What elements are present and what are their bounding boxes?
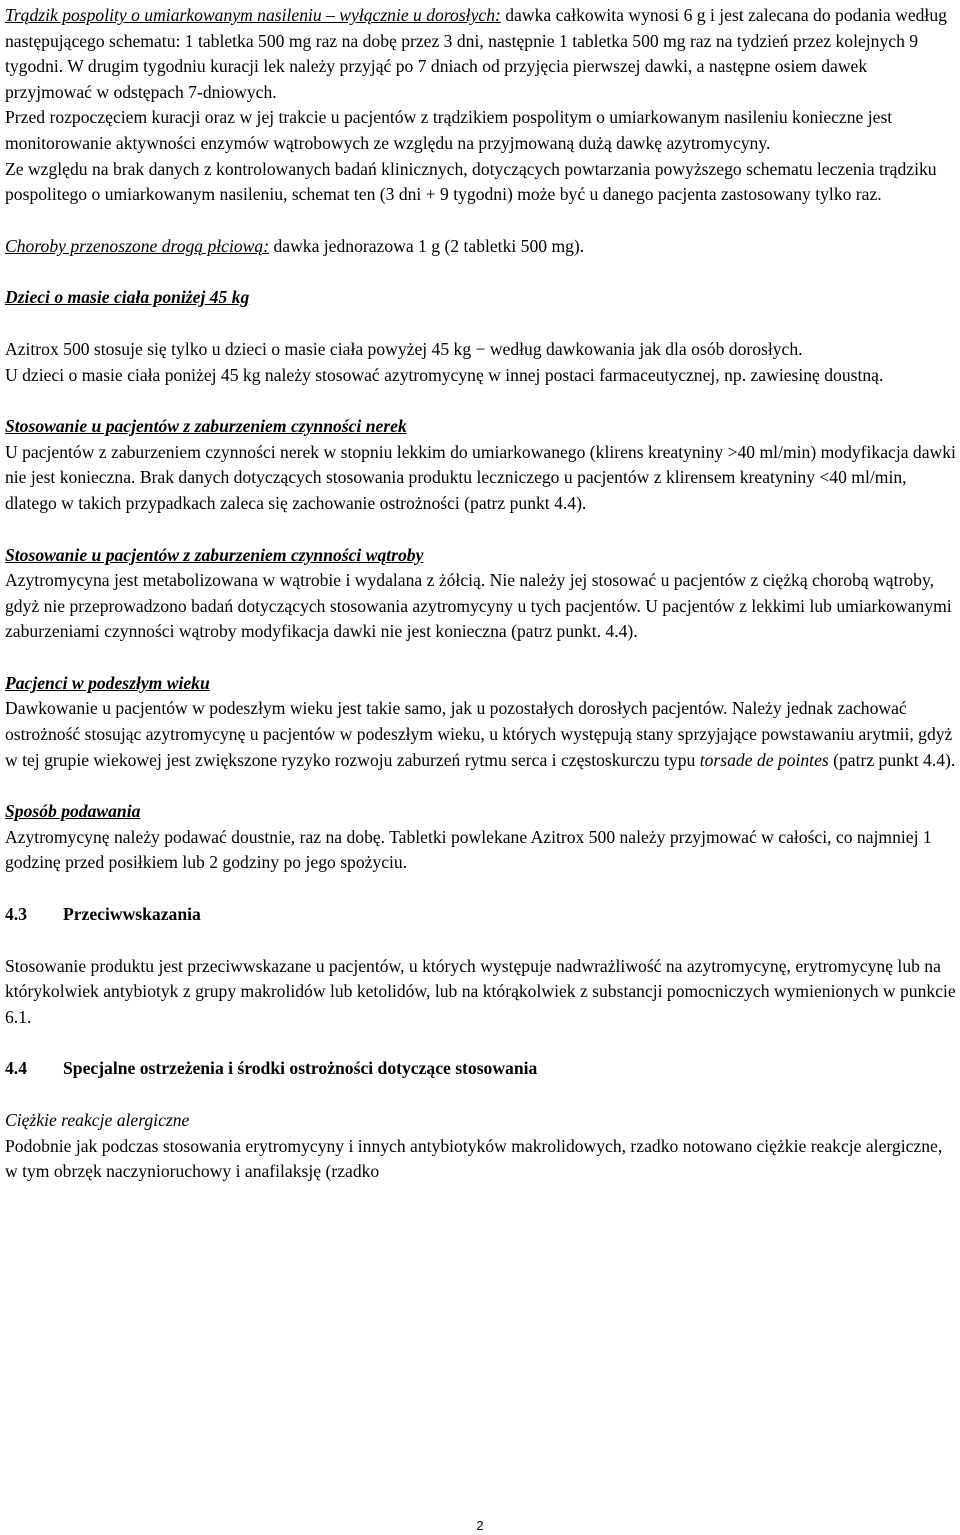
children-text-2: U dzieci o masie ciała poniżej 45 kg należy stosować azytromycynę w innej postaci farmaceutycznej, np. zawiesinę doustną. — [5, 364, 884, 385]
renal-heading: Stosowanie u pacjentów z zaburzeniem czynności nerek — [5, 416, 407, 437]
allergic-reactions-text: Podobnie jak podczas stosowania erytromycyny i innych antybiotyków makrolidowych, rzadko notowano ciężkie reakcje alergiczne, w tym obrzęk naczynioruchowy i anafilaksję (rzadko — [5, 1135, 943, 1182]
section-4-3-title: Przeciwwskazania — [63, 904, 201, 925]
elderly-text-a: Dawkowanie u pacjentów w podeszłym wieku jest takie samo, jak u pozostałych dorosłych pacjentów. Należy jednak zachować ostrożność stosując azytromycynę u pacjentów w podeszłym wieku, u których występują stany sprzyjające powstawaniu arytmii, gdyż w tej grupie wiekowej jest zwiększone ryzyko rozwoju zaburzeń rytmu serca i częstoskurczu typu — [5, 698, 953, 770]
elderly-text-b: (patrz punkt 4.4). — [828, 749, 956, 770]
acne-text-1: dawka całkowita wynosi 6 g i jest zalecana do podania według następującego schematu: 1 tabletka 500 mg raz na dobę przez 3 dni, następnie 1 tabletka 500 mg raz na tydzień przez kolejnych 9 tygodni. W drugim tygodniu kuracji lek należy przyjąć po 7 dniach od przyjęcia pierwszej dawki, a następne osiem dawek przyjmować w odstępach 7-dniowych. — [5, 5, 947, 102]
renal-text: U pacjentów z zaburzeniem czynności nerek w stopniu lekkim do umiarkowanego (klirens kreatyniny >40 ml/min) modyfikacja dawki nie jest konieczna. Brak danych dotyczących stosowania produktu leczniczego u pacjentów z klirensem kreatyniny <40 ml/min, dlatego w takich przypadkach zaleca się zachowanie ostrożności (patrz punkt 4.4). — [5, 441, 956, 513]
acne-repeat-paragraph: Ze względu na brak danych z kontrolowanych badań klinicznych, dotyczących powtarzania powyższego schematu leczenia trądziku pospolitego o umiarkowanym nasileniu, schemat ten (3 dni + 9 tygodni) może być u danego pacjenta zastosowany tylko raz. — [5, 158, 937, 205]
section-4-3-number: 4.3 — [5, 904, 27, 925]
std-paragraph — [5, 234, 957, 260]
hepatic-text: Azytromycyna jest metabolizowana w wątrobie i wydalana z żółcią. Nie należy jej stosować u pacjentów z ciężką chorobą wątroby, gdyż nie przeprowadzono badań dotyczących stosowania azytromycyny u tych pacjentów. U pacjentów z lekkimi lub umiarkowanymi zaburzeniami czynności wątroby modyfikacja dawki nie jest konieczna (patrz punkt. 4.4). — [5, 570, 952, 642]
elderly-text — [5, 696, 957, 773]
std-text: dawka jednorazowa 1 g (2 tabletki 500 mg). — [269, 235, 585, 256]
elderly-text-torsade: torsade de pointes — [699, 749, 829, 770]
section-4-4-title: Specjalne ostrzeżenia i środki ostrożności dotyczące stosowania — [63, 1058, 538, 1079]
section-4-4-number: 4.4 — [5, 1058, 27, 1079]
acne-monitoring-paragraph: Przed rozpoczęciem kuracji oraz w jej trakcie u pacjentów z trądzikiem pospolitym o umiarkowanym nasileniu konieczne jest monitorowanie aktywności enzymów wątrobowych ze względu na przyjmowaną dużą dawkę azytromycyny. — [5, 107, 893, 153]
acne-paragraph — [5, 3, 957, 105]
section-4-4-heading — [5, 1056, 957, 1082]
document-page — [5, 3, 957, 1185]
std-heading: Choroby przenoszone drogą płciową: — [5, 235, 270, 256]
section-4-3-text: Stosowanie produktu jest przeciwwskazane u pacjentów, u których występuje nadwrażliwość na azytromycynę, erytromycynę lub na którykolwiek antybiotyk z grupy makrolidów lub ketolidów, lub na którąkolwiek z substancji pomocniczych wymienionych w punkcie 6.1. — [5, 955, 956, 1027]
children-text-1: Azitrox 500 stosuje się tylko u dzieci o masie ciała powyżej 45 kg − według dawkowania jak dla osób dorosłych. — [5, 338, 803, 359]
hepatic-heading: Stosowanie u pacjentów z zaburzeniem czynności wątroby — [5, 544, 424, 565]
admin-text: Azytromycynę należy podawać doustnie, raz na dobę. Tabletki powlekane Azitrox 500 należy przyjmować w całości, co najmniej 1 godzinę przed posiłkiem lub 2 godziny po jego spożyciu. — [5, 826, 932, 873]
acne-heading: Trądzik pospolity o umiarkowanym nasileniu – wyłącznie u dorosłych: — [5, 5, 501, 25]
elderly-heading: Pacjenci w podeszłym wieku — [5, 672, 210, 693]
section-4-3-heading — [5, 902, 957, 928]
children-heading: Dzieci o masie ciała poniżej 45 kg — [5, 287, 250, 308]
admin-heading: Sposób podawania — [5, 801, 141, 822]
allergic-reactions-subheading: Ciężkie reakcje alergiczne — [5, 1110, 190, 1130]
page-number: 2 — [476, 1518, 484, 1533]
